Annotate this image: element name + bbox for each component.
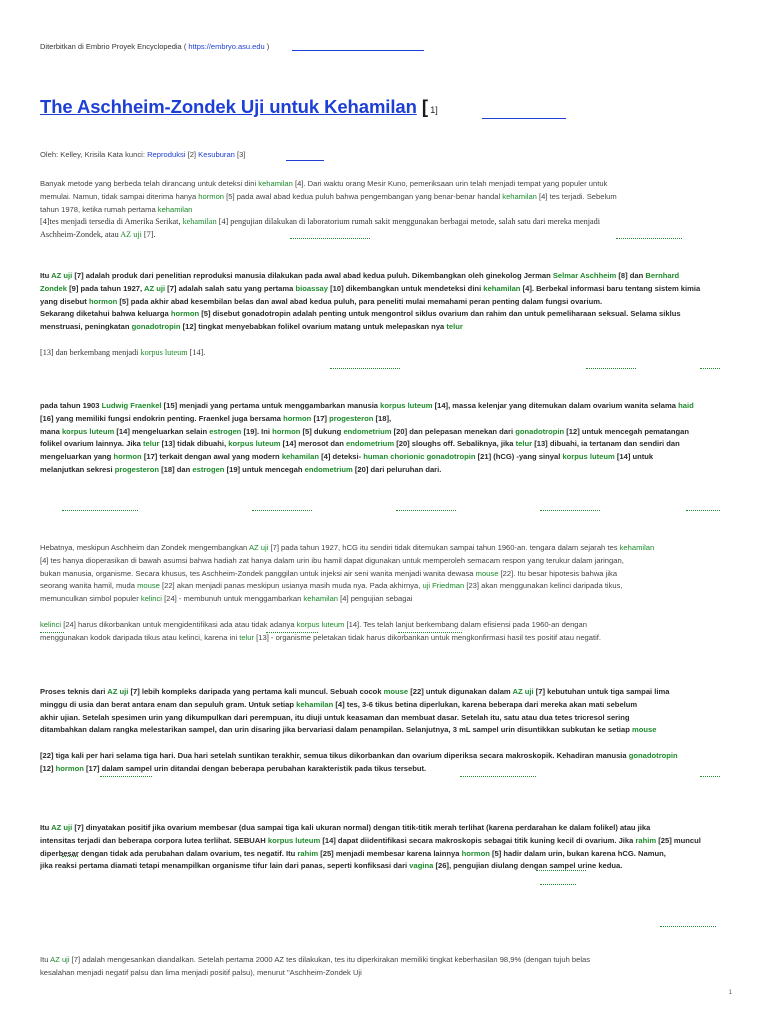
term-link[interactable]: hormon [88, 296, 118, 306]
text-run: [14] mengeluarkan selain [114, 426, 210, 436]
term-link[interactable]: human chorionic gonadotropin [363, 452, 476, 462]
text-run: mengeluarkan yang [40, 452, 114, 462]
term-link[interactable]: korpus luteum [228, 439, 281, 449]
term-link[interactable]: AZ uji [51, 271, 73, 280]
term-link[interactable]: haid [678, 401, 694, 410]
text-run: diperbesar dengan tidak ada perubahan dalam ovarium, tes negatif. Itu [40, 848, 298, 858]
text-run: [14] dapat diidentifikasi secara makroskopis sebagai titik kuning kecil di ovarium. Jika [320, 835, 636, 845]
term-link[interactable]: AZ uji [248, 543, 269, 552]
term-link[interactable]: rahim [635, 835, 657, 845]
link-dotted-rule [540, 510, 600, 511]
link-dotted-rule [536, 870, 586, 871]
text-line [40, 283, 730, 296]
term-link[interactable]: kehamilan [281, 452, 319, 462]
text-run: bukan manusia, organisme. Secara khusus, tes Aschheim-Zondek panggilan untuk injeksi air seni wanita menjadi wanita dewasa [40, 568, 476, 578]
term-link[interactable]: Ludwig Fraenkel [101, 401, 162, 410]
page-number: 1 [728, 990, 732, 996]
text-run: [5] disebut gonadotropin adalah penting untuk mengontrol siklus ovarium dan rahim dan untuk pemeliharaan seksual. Selama siklus [199, 309, 681, 319]
text-line [40, 347, 730, 360]
text-run: [5] dukung [300, 426, 344, 436]
term-link[interactable]: mouse [475, 568, 499, 578]
text-run: [12] [40, 763, 56, 773]
text-run: [23] akan menggunakan kelinci daripada tikus, [464, 581, 623, 591]
text-run: [24] - membunuh untuk menggambarkan [162, 594, 304, 604]
text-run: Hebatnya, meskipun Aschheim dan Zondek mengembangkan [40, 543, 249, 552]
text-run: [10] dikembangkan untuk mendeteksi dini [328, 283, 484, 293]
text-run: [4] deteksi- [318, 452, 364, 462]
text-run: [14]. [187, 347, 206, 357]
text-run: menggunakan kodok daripada tikus atau kelinci, karena ini [40, 632, 240, 642]
text-run: [17] [311, 413, 330, 423]
term-link[interactable]: AZ uji [120, 230, 142, 240]
text-run: [14], massa kelenjar yang ditemukan dalam ovarium wanita selama [432, 401, 679, 410]
text-run: Itu [40, 271, 52, 280]
term-link[interactable]: korpus luteum [380, 401, 433, 410]
text-run: [22] untuk digunakan dalam [408, 687, 513, 696]
text-run: Sekarang diketahui bahwa keluarga [40, 309, 171, 319]
text-run: Aschheim-Zondek, atau [40, 230, 121, 240]
text-run: folikel ovarium lainnya. Jika [40, 439, 143, 449]
text-run: kesalahan menjadi negatif palsu dan lima menjadi positif palsu), menurut "Aschheim-Zondek Uji [40, 967, 362, 977]
text-run: tahun 1978, ketika rumah pertama [40, 204, 158, 214]
term-link[interactable]: korpus luteum [140, 347, 188, 357]
text-run: [18], [373, 413, 392, 423]
text-run: [17] terkait dengan awal yang modern [141, 452, 282, 462]
text-run: Itu [40, 955, 51, 964]
text-line [40, 216, 730, 229]
text-run: [4] pengujian sebagai [338, 594, 413, 604]
title-bracket: [ [416, 96, 428, 117]
text-line [40, 632, 730, 645]
term-link[interactable]: Zondek [40, 283, 68, 293]
text-line [40, 593, 730, 606]
link-dotted-rule [290, 238, 370, 239]
text-run: [4] tes, 3-6 tikus betina diperlukan, karena beberapa dari mereka akan mati sebelum [333, 699, 638, 709]
text-line [40, 321, 730, 334]
text-line [40, 737, 730, 750]
publisher-line [40, 42, 269, 51]
term-link[interactable]: uji Friedman [422, 581, 465, 591]
term-link[interactable]: kehamilan [483, 283, 521, 293]
term-link[interactable]: vagina [409, 861, 434, 871]
term-link[interactable]: kelinci [40, 619, 62, 629]
link-dotted-rule [62, 856, 78, 857]
text-run: [5] pada awal abad kedua puluh bahwa pengembangan yang benar-benar handal [224, 191, 503, 201]
text-run: [20] dari peluruhan dari. [352, 464, 442, 474]
term-link[interactable]: hormon [55, 763, 84, 773]
text-run: [13] dibuahi, ia tertanam dan sendiri dan [532, 439, 680, 449]
term-link[interactable]: telur [142, 439, 160, 449]
text-run: akhir ujian. Setelah spesimen urin yang dikumpulkan dari perempuan, itu diuji untuk keasaman dan membuat dasar. Setelah itu, satu atau dua tetes tricresol sering [40, 712, 630, 722]
paragraph-6 [40, 822, 730, 873]
paragraph-3 [40, 400, 730, 477]
link-dotted-rule [700, 368, 720, 369]
term-link[interactable]: AZ uji [512, 687, 534, 696]
text-run: [19] untuk mencegah [224, 464, 305, 474]
text-line [40, 763, 730, 776]
text-line [40, 542, 730, 555]
term-link[interactable]: hormon [198, 191, 225, 201]
text-run: [4]. Berbekal informasi baru tentang sistem kimia [520, 283, 701, 293]
term-link[interactable]: korpus luteum [296, 619, 345, 629]
text-run: seorang wanita hamil, muda [40, 581, 138, 591]
paragraph-7 [40, 954, 730, 980]
text-run: pada tahun 1903 [40, 401, 102, 410]
text-run: [13] dan berkembang menjadi [40, 347, 141, 357]
term-link[interactable]: endometrium [345, 439, 395, 449]
term-link[interactable]: telur [446, 322, 463, 332]
keyword-link[interactable]: Reproduksi [147, 150, 186, 159]
page-title [40, 96, 438, 118]
term-link[interactable]: kehamilan [258, 179, 293, 188]
title-link[interactable]: The Aschheim-Zondek Uji untuk Kehamilan [40, 96, 417, 117]
term-link[interactable]: korpus luteum [61, 426, 115, 436]
text-run: [22]. Itu besar hipotesis bahwa jika [498, 568, 618, 578]
link-dotted-rule [398, 632, 462, 633]
text-line [40, 270, 730, 283]
term-link[interactable]: kelinci [140, 594, 162, 604]
byline-prefix: Oleh: Kelley, Krisila Kata kunci: [40, 150, 148, 159]
title-ref[interactable]: 1] [427, 105, 438, 115]
text-run: jika reaksi pertama diamati tetapi menampilkan organisme tifur lain dari panas, seperti konfiksasi dari [40, 861, 410, 871]
text-run: [13] - organisme peletakan tidak harus dikorbankan untuk mengkonfirmasi hasil tes positif atau negatif. [254, 632, 602, 642]
term-link[interactable]: hormon [283, 413, 312, 423]
text-run: [12] tingkat menyebabkan folikel ovarium matang untuk melepaskan nya [180, 322, 447, 332]
link-dotted-rule [540, 884, 576, 885]
text-run: [4] tes hanya dioperasikan di bawah asumsi bahwa hadiah zat hanya dalam urin ibu hamil dapat digunakan untuk memperoleh semacam respon yang terukur dalam jaringan, [40, 555, 624, 565]
text-run: [7] adalah mengesankan diandalkan. Setelah pertama 2000 AZ tes dilakukan, tes itu diperkirakan memiliki tingkat keberhasilan 98,9% (dengan tujuh belas [69, 955, 591, 964]
term-link[interactable]: gonadotropin [628, 750, 678, 760]
term-link[interactable]: hormon [170, 309, 200, 319]
text-run: [7] adalah salah satu yang pertama [165, 283, 296, 293]
term-link[interactable]: mouse [137, 581, 160, 591]
text-line [40, 822, 730, 835]
text-run: Proses teknis dari [40, 687, 108, 696]
text-line [40, 954, 730, 967]
term-link[interactable]: hormon [461, 848, 490, 858]
text-line [40, 413, 730, 426]
link-dotted-rule [700, 776, 720, 777]
text-run: mana [40, 426, 62, 436]
link-dotted-rule [660, 926, 716, 927]
text-line [40, 580, 730, 593]
publisher-underline [292, 50, 424, 51]
term-link[interactable]: telur [239, 632, 255, 642]
text-line [40, 426, 730, 439]
text-run: Banyak metode yang berbeda telah dirancang untuk deteksi dini [40, 179, 259, 188]
text-line [40, 438, 730, 451]
term-link[interactable]: mouse [383, 687, 409, 696]
term-link[interactable]: mouse [631, 725, 657, 735]
term-link[interactable]: estrogen [192, 464, 225, 474]
text-line [40, 619, 730, 632]
term-link[interactable]: kehamilan [619, 543, 655, 552]
text-run: [15] menjadi yang pertama untuk menggambarkan manusia [161, 401, 381, 410]
link-dotted-rule [616, 238, 682, 239]
text-line [40, 451, 730, 464]
term-link[interactable]: progesteron [329, 413, 374, 423]
text-line [40, 860, 730, 873]
text-line [40, 568, 730, 581]
paragraph-4 [40, 542, 730, 644]
title-underline [482, 118, 566, 119]
text-run: [7] dinyatakan positif jika ovarium membesar (dua sampai tiga kali ukuran normal) dengan titik-titik merah terlihat (karena perdarahan ke dalam folikel) atau jika [72, 823, 651, 832]
term-link[interactable]: AZ uji [51, 823, 73, 832]
byline-mid: [2] [185, 150, 199, 159]
text-run: [7] adalah produk dari penelitian reproduksi manusia dilakukan pada awal abad kedua puluh. Dikembangkan oleh ginekolog Jerman [72, 271, 553, 280]
link-dotted-rule [330, 368, 400, 369]
text-run: [17] dalam sampel urin ditandai dengan beberapa perubahan karakteristik pada tikus tersebut. [83, 763, 427, 773]
term-link[interactable]: gonadotropin [515, 426, 565, 436]
publisher-prefix: Diterbitkan di Embrio Proyek Encyclopedia ( [40, 42, 189, 51]
text-run: [26], pengujian diulang dengan sampel urine kedua. [433, 861, 623, 871]
text-line [40, 229, 730, 242]
text-run: [8] dan [616, 271, 646, 280]
link-dotted-rule [266, 632, 318, 633]
publisher-suffix: ) [264, 42, 270, 51]
text-run: [4] tes terjadi. Sebelum [536, 191, 617, 201]
text-run: menstruasi, peningkatan [40, 322, 132, 332]
text-run: [4]. Dari waktu orang Mesir Kuno, pemeriksaan urin telah menjadi tempat yang populer untuk [292, 179, 608, 188]
text-run: [7] pada tahun 1927, hCG itu sendiri tidak ditemukan sampai tahun 1960-an. tengara dalam sejarah tes [268, 543, 620, 552]
text-run: ditambahkan dalam rangka melestarikan sampel, dan urin disaring jika bervariasi dalam penampilan. Selanjutnya, 3 mL sampel urin disuntikkan subkutan ke setiap [40, 725, 632, 735]
term-link[interactable]: gonadotropin [131, 322, 181, 332]
text-run: [7]. [141, 230, 156, 240]
byline-underline [286, 160, 324, 161]
text-run: [4]tes menjadi tersedia di Amerika Serikat, [40, 217, 183, 227]
term-link[interactable]: AZ uji [50, 955, 70, 964]
text-run: [16] yang memiliki fungsi endokrin penting. Fraenkel juga bersama [40, 413, 284, 423]
term-link[interactable]: kehamilan [296, 699, 334, 709]
text-run: intensitas terjadi dan beberapa corpora lutea terlihat. SEBUAH [40, 835, 268, 845]
term-link[interactable]: korpus luteum [562, 452, 615, 462]
text-run: [7] lebih kompleks daripada yang pertama kali muncul. Sebuah cocok [128, 687, 384, 696]
term-link[interactable]: AZ uji [107, 687, 129, 696]
text-line [40, 848, 730, 861]
term-link[interactable]: bioassay [295, 283, 328, 293]
byline [40, 149, 730, 162]
text-run: memulai. Namun, tidak sampai diterima hanya [40, 191, 199, 201]
link-dotted-rule [252, 510, 312, 511]
term-link[interactable]: telur [515, 439, 533, 449]
text-run: [25] muncul [656, 835, 701, 845]
term-link[interactable]: Selmar Aschheim [552, 271, 617, 280]
term-link[interactable]: Bernhard [645, 271, 680, 280]
text-line [40, 606, 730, 619]
term-link[interactable]: korpus luteum [267, 835, 321, 845]
text-run: [20] dan pelepasan menekan dari [391, 426, 516, 436]
term-link[interactable]: hormon [272, 426, 301, 436]
term-link[interactable]: kehamilan [157, 204, 193, 214]
text-line [40, 724, 730, 737]
text-line [40, 686, 730, 699]
text-run: [4] pengujian dilakukan di laboratorium rumah sakit menggunakan berbagai metode, salah satu dari mereka menjadi [216, 217, 600, 227]
text-run: [14]. Tes telah lanjut berkembang dalam efisiensi pada 1960-an dengan [344, 619, 587, 629]
text-run: Itu [40, 823, 52, 832]
text-run: [25] menjadi membesar karena lainnya [318, 848, 462, 858]
text-run: [14] merosot dan [280, 439, 346, 449]
text-run: minggu di usia dan berat antara enam dan sepuluh gram. Untuk setiap [40, 699, 297, 709]
text-line [40, 464, 730, 477]
paragraph-1 [40, 178, 730, 242]
text-run: [20] sloughs off. Sebaliknya, jika [394, 439, 516, 449]
text-line [40, 178, 730, 191]
text-run: [24] harus dikorbankan untuk mengidentifikasi ada atau tidak adanya [61, 619, 297, 629]
text-run: [5] pada akhir abad kesembilan belas dan awal abad kedua puluh, para peneliti mulai memahami peran penting dalam fungsi ovarium. [117, 296, 603, 306]
text-run: [9] pada tahun 1927, [67, 283, 144, 293]
text-run: [14] untuk [614, 452, 654, 462]
text-line [40, 699, 730, 712]
term-link[interactable]: endometrium [304, 464, 353, 474]
text-run: [12] untuk mencegah pematangan [564, 426, 690, 436]
text-line [40, 191, 730, 204]
term-link[interactable]: rahim [297, 848, 319, 858]
text-line [40, 835, 730, 848]
text-line [40, 750, 730, 763]
paragraph-2 [40, 270, 730, 360]
term-link[interactable]: AZ uji [143, 283, 166, 293]
paragraph-5 [40, 686, 730, 776]
text-run: [19]. Ini [241, 426, 273, 436]
text-run: [5] hadir dalam urin, bukan karena hCG. Namun, [489, 848, 666, 858]
text-line [40, 712, 730, 725]
link-dotted-rule [586, 368, 636, 369]
byline-suffix: [3] [234, 150, 246, 159]
term-link[interactable]: progesteron [114, 464, 160, 474]
term-link[interactable]: kehamilan [303, 594, 339, 604]
text-run: yang disebut [40, 296, 89, 306]
text-run: melanjutkan sekresi [40, 464, 115, 474]
term-link[interactable]: kehamilan [502, 191, 537, 201]
text-line [40, 334, 730, 347]
text-run: [22] tiga kali per hari selama tiga hari. Dua hari setelah suntikan terakhir, semua tikus dikorbankan dan ovarium diperiksa secara makroskopik. Kehadiran manusia [40, 750, 629, 760]
text-line [40, 308, 730, 321]
link-dotted-rule [460, 776, 536, 777]
text-line [40, 400, 730, 413]
text-run: [22] akan menjadi panas meskipun usianya masih muda nya. Pada akhirnya, [159, 581, 423, 591]
text-run: [7] kebutuhan untuk tiga sampai lima [533, 687, 670, 696]
term-link[interactable]: hormon [113, 452, 142, 462]
publisher-link[interactable]: https://embryo.asu.edu [188, 42, 265, 51]
link-dotted-rule [686, 510, 720, 511]
text-line [40, 555, 730, 568]
keyword-link[interactable]: Kesuburan [198, 150, 235, 159]
text-run: memunculkan simbol populer [40, 594, 141, 604]
text-line [40, 967, 730, 980]
link-dotted-rule [100, 776, 152, 777]
text-line [40, 204, 730, 217]
link-dotted-rule [40, 632, 64, 633]
text-run: [13] tidak dibuahi, [159, 439, 229, 449]
term-link[interactable]: endometrium [343, 426, 392, 436]
link-dotted-rule [396, 510, 456, 511]
text-run: [21] (hCG) -yang sinyal [475, 452, 563, 462]
text-run: [18] dan [159, 464, 193, 474]
link-dotted-rule [62, 510, 138, 511]
term-link[interactable]: kehamilan [182, 217, 217, 227]
term-link[interactable]: estrogen [209, 426, 242, 436]
text-line [40, 296, 730, 309]
